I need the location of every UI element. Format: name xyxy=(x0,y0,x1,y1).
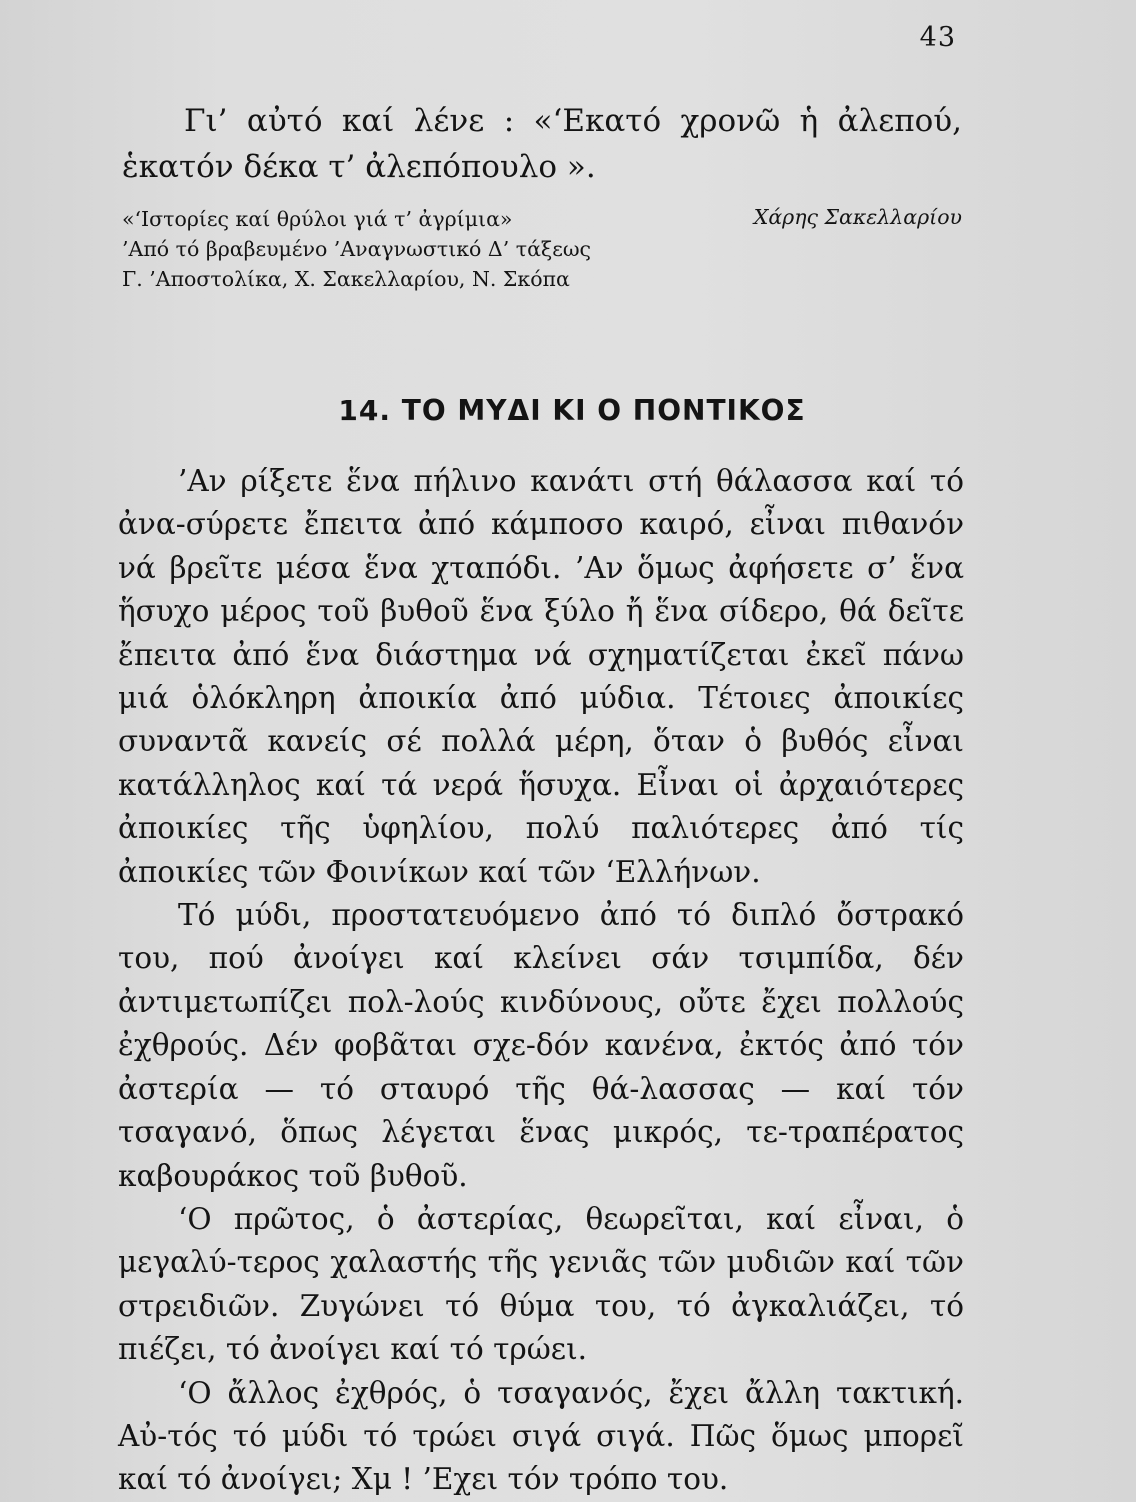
chapter-number: 14. xyxy=(338,394,391,427)
author-name: Χάρης Σακελλαρίου xyxy=(753,205,962,229)
body-paragraph: ‘Ο ἄλλος ἐχθρός, ὁ τσαγανός, ἔχει ἄλλη τακτική. Αὐ-τός τό μύδι τό τρώει σιγά σιγά. Πῶς ὅμως μπορεῖ καί τό ἀνοίγει; Χμ ! ’Εχει τόν τρόπο του. xyxy=(118,1375,964,1497)
chapter-body xyxy=(118,460,964,1502)
chapter-title: ΤΟ ΜΥΔΙ ΚΙ Ο ΠΟΝΤΙΚΟΣ xyxy=(401,394,806,427)
body-paragraph: Τό μύδι, προστατευόμενο ἀπό τό διπλό ὄστρακό του, πού ἀνοίγει καί κλείνει σάν τσιμπίδα, δέν ἀντιμετωπίζει πολ-λούς κινδύνους, οὔτε ἔχει πολλούς ἐχθρούς. Δέν φοβᾶται σχε-δόν κανένα, ἐκτός ἀπό τόν ἀστερία — τό σταυρό τῆς θά-λασσας — καί τόν τσαγανό, ὅπως λέγεται ἕνας μικρός, τε-τραπέρατος καβουράκος τοῦ βυθοῦ. xyxy=(118,898,964,1193)
body-paragraph: ’Αν ρίξετε ἕνα πήλινο κανάτι στή θάλασσα καί τό ἀνα-σύρετε ἔπειτα ἀπό κάμποσο καιρό, εἶναι πιθανόν νά βρεῖτε μέσα ἕνα χταπόδι. ’Αν ὅμως ἀφήσετε σ’ ἕνα ἥσυχο μέρος τοῦ βυθοῦ ἕνα ξύλο ἤ ἕνα σίδερο, θά δεῖτε ἔπειτα ἀπό ἕνα διάστημα νά σχηματίζεται ἐκεῖ πάνω μιά ὁλόκληρη ἀποικία ἀπό μύδια. Τέτοιες ἀποικίες συναντᾶ κανείς σέ πολλά μέρη, ὅταν ὁ βυθός εἶναι κατάλληλος καί τά νερά ἥσυχα. Εἶναι οἱ ἀρχαιότερες ἀποικίες τῆς ὑφηλίου, πολύ παλιότερες ἀπό τίς ἀποικίες τῶν Φοινίκων καί τῶν ‘Ελλήνων. xyxy=(118,464,964,889)
source-citation xyxy=(122,204,962,294)
source-line: Γ. ’Αποστολίκα, Χ. Σακελλαρίου, Ν. Σκόπα xyxy=(122,267,570,291)
body-paragraph: ‘Ο πρῶτος, ὁ ἀστερίας, θεωρεῖται, καί εἶναι, ὁ μεγαλύ-τερος χαλαστής τῆς γενιᾶς τῶν μυδιῶν καί τῶν στρειδιῶν. Ζυγώνει τό θύμα του, τό ἀγκαλιάζει, τό πιέζει, τό ἀνοίγει καί τό τρώει. xyxy=(118,1201,964,1367)
source-line: ’Από τό βραβευμένο ’Αναγνωστικό Δ’ τάξεως xyxy=(122,237,592,261)
intro-paragraph: Γι’ αὐτό καί λένε : «‘Εκατό χρονῶ ἡ ἀλεπού, ἑκατόν δέκα τ’ ἀλεπόπουλο ». xyxy=(122,103,962,185)
chapter-heading xyxy=(0,394,1136,427)
intro-quote xyxy=(122,98,962,190)
source-line: «‘Ιστορίες καί θρύλοι γιά τ’ ἀγρίμια» xyxy=(122,207,513,231)
page-number: 43 xyxy=(919,22,956,53)
